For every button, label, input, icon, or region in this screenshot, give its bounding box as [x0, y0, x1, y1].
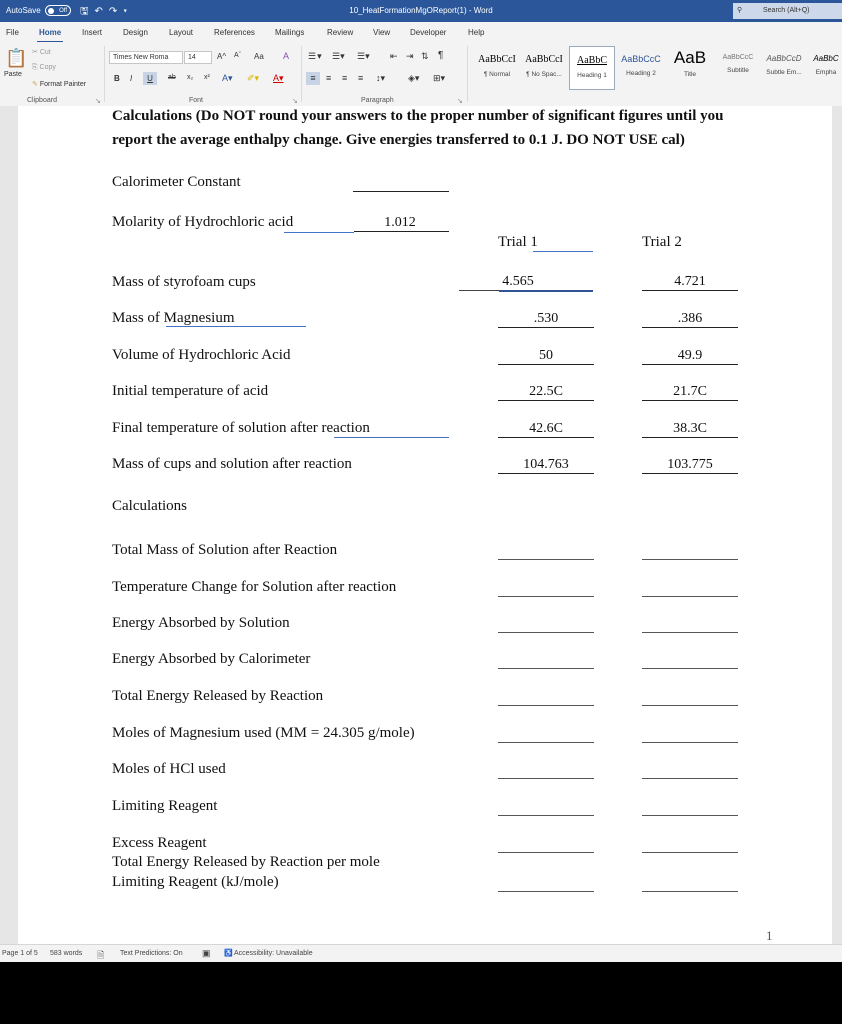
tab-mailings[interactable]: Mailings — [275, 28, 305, 37]
trial-2-blank[interactable] — [642, 705, 738, 706]
trial-2-blank — [642, 400, 738, 401]
shading-icon[interactable]: ◈▾ — [408, 73, 420, 83]
style-label: Title — [683, 71, 697, 78]
style-heading-1[interactable] — [569, 46, 615, 90]
save-icon[interactable]: 🖫 — [80, 6, 95, 17]
underline-button[interactable]: U — [143, 72, 157, 85]
page-indicator[interactable]: Page 1 of 5 — [2, 950, 38, 957]
style-no-spacing[interactable] — [522, 46, 566, 88]
document-area[interactable] — [0, 106, 842, 944]
style-label: ¶ Normal — [483, 71, 511, 78]
font-name-select[interactable]: Times New Roma — [109, 51, 183, 64]
search-input[interactable]: Search (Alt+Q) — [763, 7, 810, 14]
trial-1-value[interactable]: 104.763 — [523, 457, 569, 472]
underline — [284, 232, 354, 233]
trial-2-value[interactable]: .386 — [677, 311, 703, 326]
style-sample: AaBbCcI — [525, 54, 563, 65]
accessibility-icon: ♿ — [224, 950, 233, 957]
tab-design[interactable]: Design — [123, 28, 148, 37]
calc-label: Temperature Change for Solution after reaction — [112, 579, 397, 595]
autosave-toggle[interactable]: Off — [45, 5, 71, 16]
divider — [104, 46, 105, 102]
text-predictions[interactable]: Text Predictions: On — [120, 950, 183, 957]
style-emphasis[interactable] — [810, 46, 842, 88]
trial-2-header: Trial 2 — [642, 234, 682, 250]
row-label — [112, 274, 256, 291]
status-bar — [0, 944, 842, 962]
style-label: Empha — [815, 69, 837, 76]
paste-button[interactable]: Paste — [4, 71, 22, 78]
row-label: Volume of Hydrochloric Acid — [112, 347, 291, 363]
trial-1-blank — [498, 400, 594, 401]
ribbon — [0, 42, 842, 107]
trial-1-blank — [498, 364, 594, 365]
trial-1-blank — [499, 290, 593, 292]
subscript-button[interactable]: x₂ — [187, 74, 194, 81]
trial-1-value[interactable]: .530 — [533, 311, 559, 326]
trial-1-value[interactable]: 42.6C — [529, 421, 563, 436]
style-sample: AaBbC — [813, 54, 839, 63]
style-sample: AaB — [673, 48, 707, 67]
calorimeter-constant-label: Calorimeter Constant — [112, 174, 241, 190]
font-group-label: Font — [189, 97, 204, 104]
change-case-button[interactable]: Aa — [254, 52, 264, 61]
trial-1-header: Trial 1 — [498, 234, 538, 250]
line-spacing-icon[interactable]: ↕▾ — [376, 73, 386, 83]
tab-layout[interactable]: Layout — [169, 28, 194, 37]
style-label: Subtitle — [727, 67, 749, 74]
trial-2-blank — [642, 290, 738, 291]
trial-2-value[interactable]: 49.9 — [677, 348, 703, 363]
trial-1-blank — [498, 473, 594, 474]
dialog-launcher-icon[interactable]: ↘ — [95, 98, 101, 105]
heading-line-2: report the average enthalpy change. Give energies transferred to 0.1 J. DO NOT USE cal) — [112, 132, 685, 148]
clear-formatting-icon[interactable]: A — [283, 51, 290, 61]
final-label-line-1: Total Energy Released by Reaction per mole — [112, 854, 380, 870]
tab-view[interactable]: View — [373, 28, 391, 37]
tab-references[interactable]: References — [214, 28, 255, 37]
proofing-icon[interactable]: 🗎 — [97, 950, 105, 960]
undo-icon[interactable]: ↶ — [94, 6, 109, 17]
decrease-indent-icon[interactable]: ⇤ — [390, 51, 398, 61]
copy-icon: ⎘ — [32, 64, 40, 71]
calc-label: Moles of HCl used — [112, 761, 226, 777]
format-painter-button[interactable] — [32, 80, 86, 88]
row-label-text: Mass of styrofoam cups — [112, 274, 256, 290]
style-sample: AaBbCcC — [621, 54, 661, 64]
tab-insert[interactable]: Insert — [82, 28, 103, 37]
align-center-icon[interactable]: ≡ — [326, 73, 332, 83]
multilevel-list-icon[interactable]: ☰▾ — [357, 51, 370, 61]
cut-button[interactable] — [32, 48, 51, 56]
calc-label: Excess Reagent — [112, 835, 207, 851]
trial-2-value[interactable]: 103.775 — [667, 457, 713, 472]
customize-qat-icon[interactable]: ▾ — [123, 6, 134, 17]
molarity-blank — [354, 231, 449, 232]
calculations-heading: Calculations — [112, 498, 187, 514]
calc-label: Energy Absorbed by Calorimeter — [112, 651, 311, 667]
align-left-icon[interactable]: ≡ — [306, 72, 320, 85]
strikethrough-button[interactable]: ab — [168, 74, 176, 81]
format-painter-label: Format Painter — [39, 81, 87, 88]
trial-1-blank[interactable] — [498, 705, 594, 706]
style-sample: AaBbCcI — [478, 54, 516, 65]
brush-icon: ✎ — [32, 81, 40, 88]
paragraph-group-label: Paragraph — [361, 97, 394, 104]
show-formatting-icon[interactable]: ¶ — [438, 50, 444, 61]
style-label: Heading 1 — [577, 72, 607, 79]
search-box[interactable] — [733, 3, 842, 19]
trial-1-blank[interactable] — [498, 815, 594, 816]
paste-icon[interactable]: 📋 — [5, 48, 28, 68]
style-heading-2[interactable] — [619, 46, 663, 88]
trial-1-blank[interactable] — [498, 668, 594, 669]
align-right-icon[interactable]: ≡ — [342, 73, 348, 83]
cut-label: Cut — [39, 49, 51, 56]
style-label: ¶ No Spac... — [526, 71, 562, 78]
bullets-icon[interactable]: ☰▾ — [308, 51, 323, 61]
style-title[interactable] — [668, 46, 712, 88]
style-sample: AaBbCcD — [766, 54, 802, 63]
page-number: 1 — [766, 928, 773, 943]
style-label: Heading 2 — [626, 70, 656, 77]
calc-label: Limiting Reagent — [112, 798, 218, 814]
trial-1-blank[interactable] — [498, 632, 594, 633]
underline — [459, 290, 499, 291]
borders-icon[interactable]: ⊞▾ — [433, 73, 446, 83]
calc-label: Moles of Magnesium used (MM = 24.305 g/mole) — [112, 725, 415, 741]
style-normal[interactable] — [475, 46, 519, 88]
trial-1-blank[interactable] — [498, 559, 594, 560]
word-count[interactable]: 583 words — [50, 950, 83, 957]
calc-label: Total Energy Released by Reaction — [112, 688, 324, 704]
trial-1-blank[interactable] — [498, 891, 594, 892]
redo-icon[interactable]: ↷ — [108, 6, 124, 17]
trial-1-blank — [498, 437, 594, 438]
trial-1-value[interactable]: 4.565 — [502, 274, 534, 289]
row-label: Initial temperature of acid — [112, 383, 269, 399]
tab-home[interactable]: Home — [39, 28, 62, 37]
search-icon: ⚲ — [737, 7, 743, 14]
tab-help[interactable]: Help — [468, 28, 485, 37]
italic-button[interactable]: I — [130, 74, 133, 83]
clipboard-group-label: Clipboard — [27, 97, 57, 104]
row-label: Mass of cups and solution after reaction — [112, 456, 352, 472]
molarity-value[interactable]: 1.012 — [384, 215, 416, 230]
style-sample: AaBbC — [577, 55, 607, 66]
trial-1-value[interactable]: 50 — [539, 348, 553, 363]
dialog-launcher-icon[interactable]: ↘ — [457, 98, 463, 105]
text-effects-icon[interactable]: A▾ — [222, 73, 233, 83]
trial-1-value[interactable]: 22.5C — [529, 384, 563, 399]
increase-indent-icon[interactable]: ⇥ — [406, 51, 414, 61]
trial-2-blank[interactable] — [642, 815, 738, 816]
heading-text: Calculations (Do NOT round your answers to the proper number of significant figures until you — [112, 108, 724, 124]
shrink-font-button[interactable]: Aˇ — [234, 52, 241, 59]
trial-2-blank — [642, 473, 738, 474]
copy-label: Copy — [39, 64, 56, 71]
grow-font-button[interactable]: A^ — [217, 52, 227, 61]
underline — [533, 251, 593, 252]
trial-2-value[interactable]: 38.3C — [673, 421, 707, 436]
trial-2-value[interactable]: 4.721 — [674, 274, 706, 289]
calc-label: Energy Absorbed by Solution — [112, 615, 290, 631]
copy-button[interactable] — [32, 64, 56, 72]
trial-2-blank[interactable] — [642, 632, 738, 633]
bold-button[interactable]: B — [114, 74, 120, 83]
numbering-icon[interactable]: ☰▾ — [332, 51, 345, 61]
molarity-label: Molarity of Hydrochloric acid — [112, 214, 294, 230]
document-page[interactable] — [18, 106, 832, 944]
document-title: 10_HeatFormationMgOReport(1) - Word — [349, 6, 493, 15]
dialog-launcher-icon[interactable]: ↘ — [292, 98, 298, 105]
trial-2-value[interactable]: 21.7C — [673, 384, 707, 399]
style-label: Subtle Em... — [766, 69, 802, 76]
trial-1-blank[interactable] — [498, 596, 594, 597]
calc-label: Total Mass of Solution after Reaction — [112, 542, 338, 558]
tab-developer[interactable]: Developer — [410, 28, 447, 37]
trial-1-blank[interactable] — [498, 852, 594, 853]
font-size-select[interactable]: 14 — [184, 51, 212, 64]
style-subtitle[interactable] — [716, 46, 760, 88]
superscript-button[interactable]: x² — [204, 74, 210, 81]
justify-icon[interactable]: ≡ — [358, 73, 364, 83]
divider — [301, 46, 302, 102]
trial-2-blank[interactable] — [642, 778, 738, 779]
trial-2-blank — [642, 364, 738, 365]
underline — [334, 437, 449, 438]
autosave-label: AutoSave — [6, 6, 41, 15]
scissors-icon: ✂ — [32, 49, 40, 56]
trial-2-blank[interactable] — [642, 596, 738, 597]
trial-2-blank[interactable] — [642, 742, 738, 743]
trial-2-blank[interactable] — [642, 668, 738, 669]
trial-2-blank[interactable] — [642, 559, 738, 560]
heading-line-1 — [112, 108, 723, 125]
trial-1-blank[interactable] — [498, 742, 594, 743]
underline — [166, 326, 306, 327]
calorimeter-constant-blank[interactable] — [353, 191, 449, 192]
row-label: Final temperature of solution after reaction — [112, 420, 370, 436]
trial-2-blank — [642, 437, 738, 438]
highlight-icon[interactable]: ✐▾ — [247, 73, 260, 83]
final-label-line-2: Limiting Reagent (kJ/mole) — [112, 874, 279, 890]
trial-1-blank[interactable] — [498, 778, 594, 779]
style-sample: AaBbCcC — [722, 54, 754, 61]
font-color-icon[interactable]: A▾ — [273, 73, 284, 83]
style-subtle-emphasis[interactable] — [762, 46, 806, 88]
tab-review[interactable]: Review — [327, 28, 354, 37]
tab-file[interactable]: File — [6, 28, 19, 37]
trial-2-blank[interactable] — [642, 852, 738, 853]
sort-icon[interactable]: ⇅ — [421, 51, 429, 61]
divider — [467, 46, 468, 102]
ribbon-tabs — [0, 22, 842, 42]
trial-2-blank[interactable] — [642, 891, 738, 892]
trial-2-blank — [642, 327, 738, 328]
accessibility-status[interactable]: Accessibility: Unavailable — [234, 950, 313, 957]
trial-1-blank — [498, 327, 594, 328]
row-label: Mass of Magnesium — [112, 310, 235, 326]
title-bar — [0, 0, 842, 22]
macro-icon[interactable]: ▣ — [202, 948, 211, 958]
